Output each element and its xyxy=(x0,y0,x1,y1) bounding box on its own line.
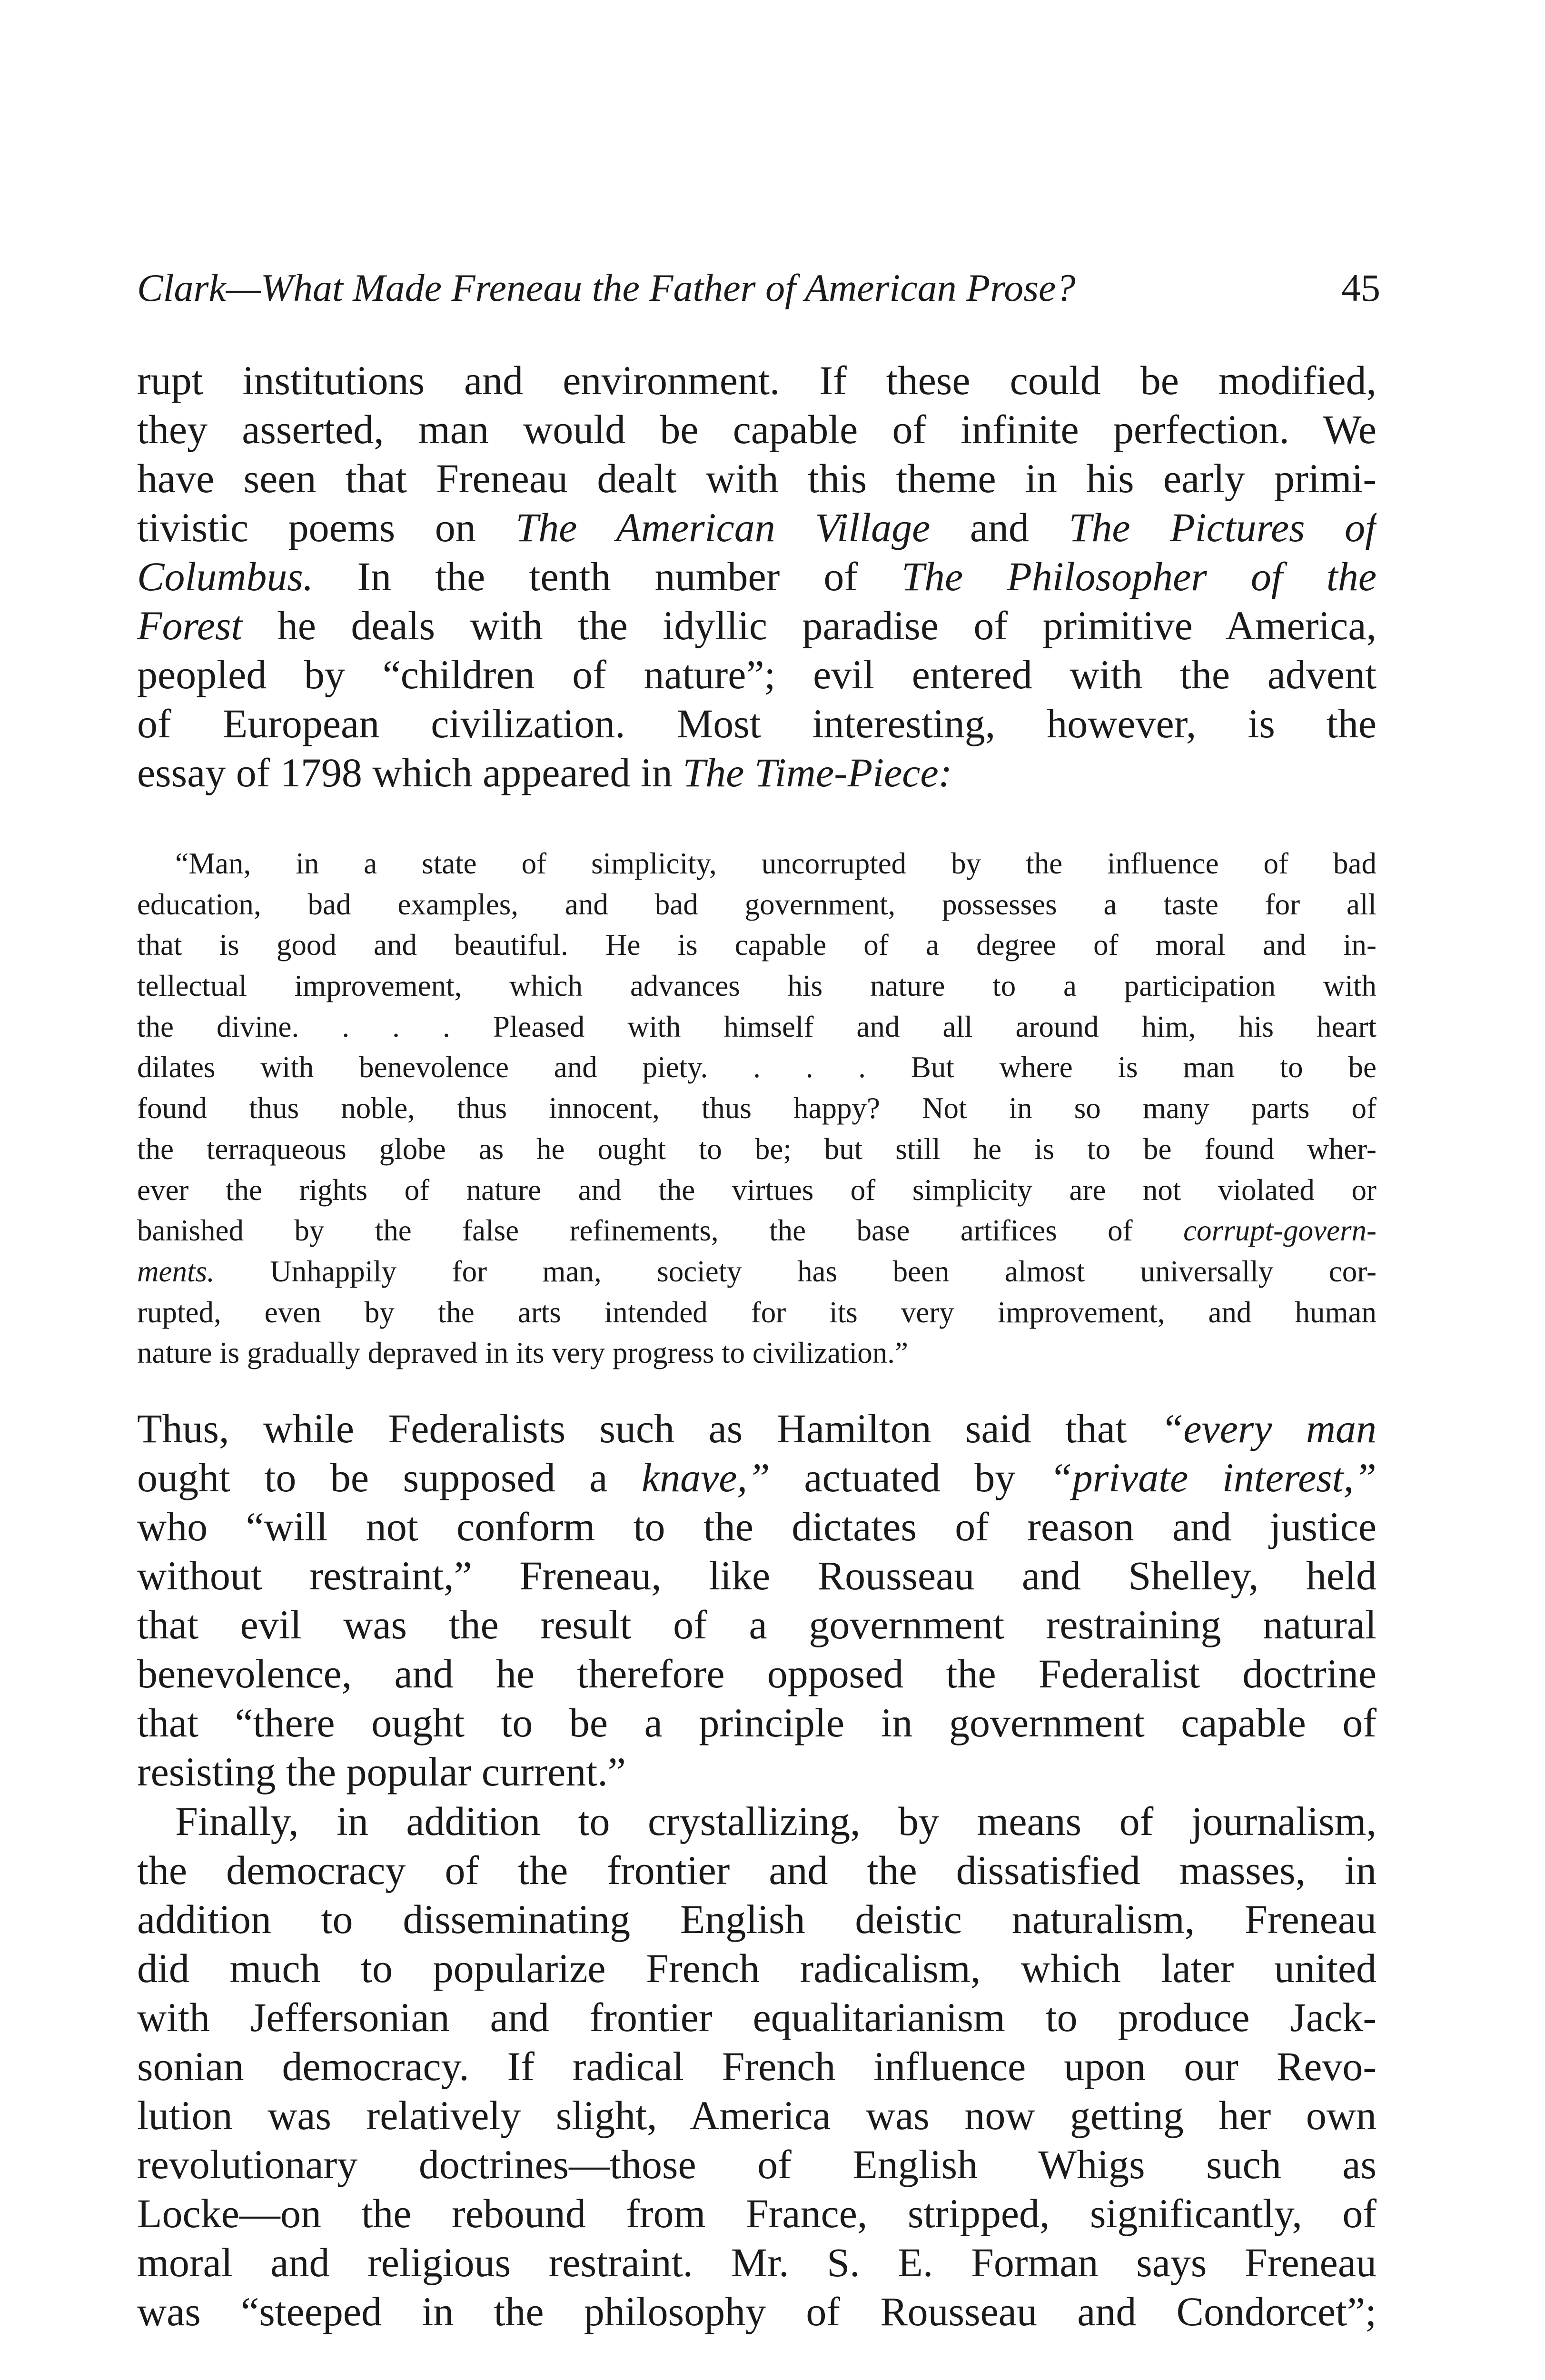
work-title: The Pictures of xyxy=(1069,505,1377,550)
text-line: have seen that Freneau dealt with this theme in his early primi- xyxy=(137,456,1377,501)
text-line: Locke—on the rebound from France, stripped, significantly, of xyxy=(137,2191,1377,2236)
text-line: the democracy of the frontier and the dissatisfied masses, in xyxy=(137,1847,1377,1893)
text-line: ought to be supposed a knave,” actuated by “private interest,” xyxy=(137,1455,1377,1500)
text-line: was “steeped in the philosophy of Rousseau and Condorcet”; xyxy=(137,2289,1377,2334)
text-line: without restraint,” Freneau, like Rousseau and Shelley, held xyxy=(137,1553,1377,1598)
text-line: that “there ought to be a principle in government capable of xyxy=(137,1700,1377,1745)
text-line: revolutionary doctrines—those of English Whigs such as xyxy=(137,2142,1377,2187)
quote-line: ments. Unhappily for man, society has been almost universally cor- xyxy=(137,1254,1377,1288)
quote-line: tellectual improvement, which advances his nature to a participation with xyxy=(137,969,1377,1003)
text-line: rupt institutions and environment. If these could be modified, xyxy=(137,357,1377,403)
text-line: addition to disseminating English deistic naturalism, Freneau xyxy=(137,1896,1377,1942)
quote-line: rupted, even by the arts intended for its very improvement, and human xyxy=(137,1295,1377,1329)
text-line: lution was relatively slight, America was now getting her own xyxy=(137,2092,1377,2138)
quote-line: education, bad examples, and bad government, possesses a taste for all xyxy=(137,887,1377,921)
text-line: sonian democracy. If radical French influence upon our Revo- xyxy=(137,2043,1377,2089)
text-line: did much to popularize French radicalism, which later united xyxy=(137,1945,1377,1991)
paragraph-3 xyxy=(137,1797,1377,2336)
paragraph-2 xyxy=(137,1404,1377,1796)
text-line: peopled by “children of nature”; evil entered with the advent xyxy=(137,652,1377,697)
page-number: 45 xyxy=(1341,266,1380,309)
work-title: The Philosopher of the xyxy=(901,554,1377,599)
quote-line: found thus noble, thus innocent, thus happy? Not in so many parts of xyxy=(137,1091,1377,1125)
text-line: Finally, in addition to crystallizing, by means of journalism, xyxy=(175,1798,1377,1844)
work-title: The Time-Piece: xyxy=(683,750,952,795)
text-line: tivistic poems on The American Village and The Pictures of xyxy=(137,505,1377,550)
quote-line: banished by the false refinements, the base artifices of corrupt-govern- xyxy=(137,1214,1377,1248)
text-line: that evil was the result of a government restraining natural xyxy=(137,1602,1377,1647)
text-line: they asserted, man would be capable of infinite perfection. We xyxy=(137,407,1377,452)
text-line: essay of 1798 which appeared in The Time-Piece: xyxy=(137,750,952,795)
text-line: with Jeffersonian and frontier equalitarianism to produce Jack- xyxy=(137,1994,1377,2040)
quote-line: the divine. . . . Pleased with himself and all around him, his heart xyxy=(137,1010,1377,1043)
quote-line: ever the rights of nature and the virtues of simplicity are not violated or xyxy=(137,1173,1377,1207)
quote-line: the terraqueous globe as he ought to be; but still he is to be found wher- xyxy=(137,1132,1377,1166)
text-line: of European civilization. Most interesting, however, is the xyxy=(137,701,1377,746)
running-header xyxy=(137,264,1380,312)
work-title: The American Village xyxy=(515,505,931,550)
running-title: Clark—What Made Freneau the Father of American Prose? xyxy=(137,266,1076,309)
block-quote xyxy=(137,843,1377,1374)
text-line: moral and religious restraint. Mr. S. E. Forman says Freneau xyxy=(137,2240,1377,2285)
text-line: Forest he deals with the idyllic paradise of primitive America, xyxy=(137,603,1377,648)
quote-line: dilates with benevolence and piety. . . . But where is man to be xyxy=(137,1051,1377,1084)
text-line: benevolence, and he therefore opposed the Federalist doctrine xyxy=(137,1651,1377,1696)
text-line: who “will not conform to the dictates of reason and justice xyxy=(137,1504,1377,1549)
text-line: Thus, while Federalists such as Hamilton said that “every man xyxy=(137,1406,1377,1451)
quote-line: that is good and beautiful. He is capable of a degree of moral and in- xyxy=(137,928,1377,962)
paragraph-1 xyxy=(137,356,1377,797)
work-title: Forest xyxy=(137,603,243,648)
quote-line: nature is gradually depraved in its very progress to civilization.” xyxy=(137,1336,909,1370)
quote-line: “Man, in a state of simplicity, uncorrupted by the influence of bad xyxy=(175,847,1377,880)
text-line: resisting the popular current.” xyxy=(137,1749,626,1795)
text-line: Columbus. In the tenth number of The Philosopher of the xyxy=(137,554,1377,599)
work-title: Columbus. xyxy=(137,554,314,599)
